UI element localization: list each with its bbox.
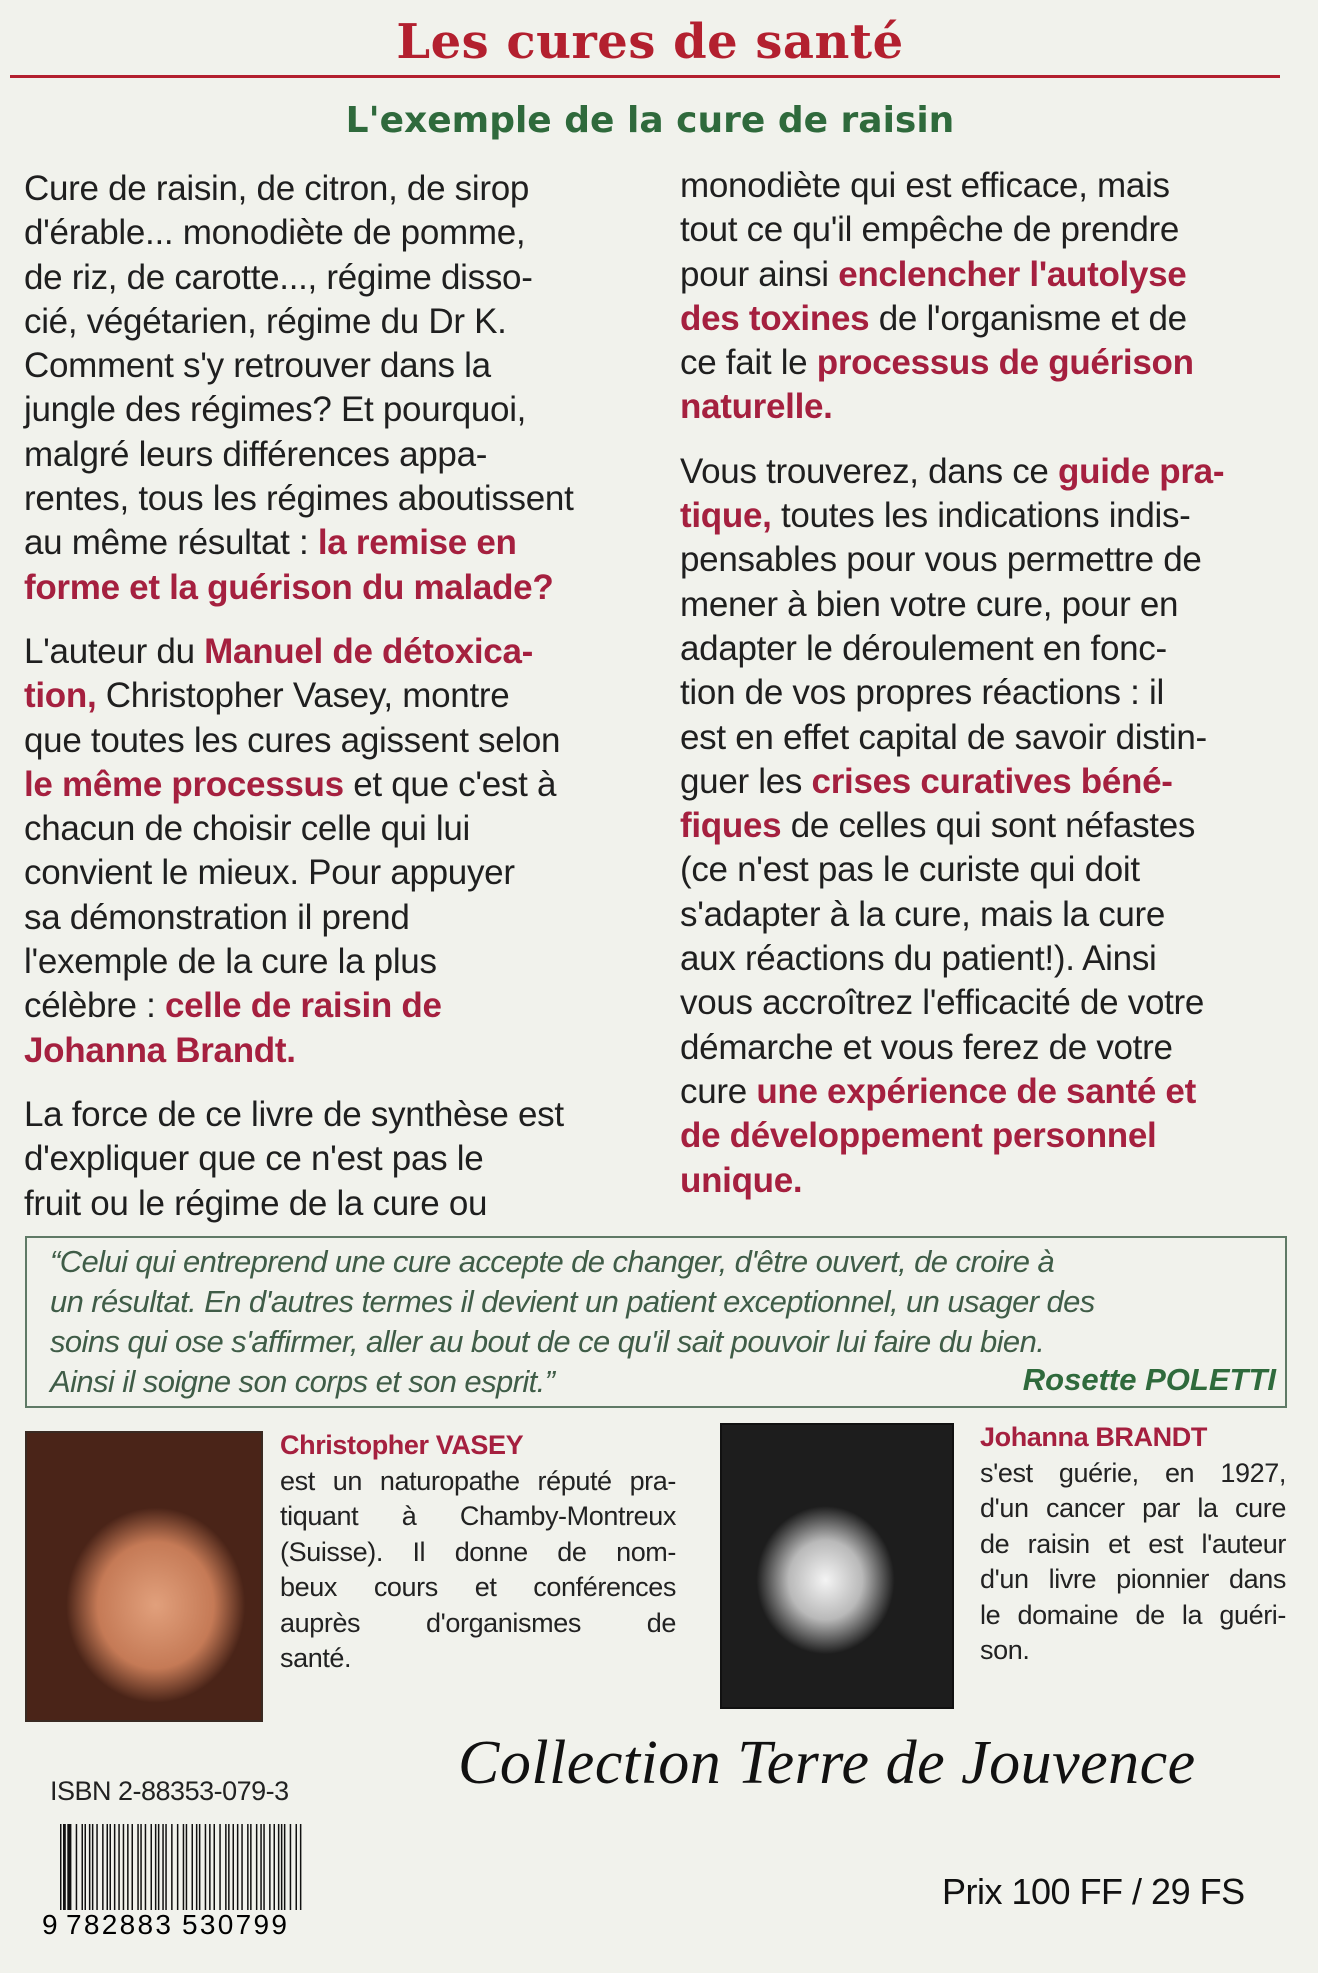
barcode-bar [196,1824,198,1910]
barcode-bar [237,1824,239,1910]
text-line [680,450,1290,494]
body-text: de l'organisme et de [869,298,1187,338]
text-line [24,1137,634,1181]
bio-line: tiquant à Chamby-Montreux [280,1501,676,1531]
body-text: et que c'est à [343,764,557,804]
text-line [680,297,1290,341]
body-text: (ce n'est pas le curiste qui doit [680,850,1140,890]
body-text: d'expliquer que ce n'est pas le [24,1139,484,1179]
barcode-bar [96,1824,98,1910]
paragraph [680,450,1290,1203]
bio-line: de raisin et est l'auteur [980,1528,1286,1559]
barcode-bar [127,1824,129,1910]
barcode-bar [263,1824,265,1910]
bio-line: d'un cancer par la cure [980,1493,1286,1523]
highlighted-text: une expérience de santé et [756,1071,1196,1111]
text-line [680,208,1290,252]
highlighted-text: guide pra- [1058,451,1225,491]
text-line [24,521,634,565]
body-text: tout ce qu'il empêche de prendre [680,210,1180,250]
barcode-bar [151,1824,153,1910]
bio-vasey [280,1428,676,1677]
body-text: Comment s'y retrouver dans la [24,346,491,386]
highlighted-text: fiques [680,806,782,846]
text-line [24,851,634,895]
bio-brandt [980,1420,1286,1669]
text-line [680,1026,1290,1070]
barcode-bar [233,1824,235,1910]
body-text: chacun de choisir celle qui lui [24,809,470,849]
text-line [680,981,1290,1025]
text-line [680,538,1290,582]
barcode-bar [92,1824,94,1910]
body-text: mener à bien votre cure, pour en [680,584,1179,624]
barcode-bar [214,1824,216,1910]
text-line [24,256,634,300]
barcode-bar [110,1824,112,1910]
barcode-bar [177,1824,179,1910]
text-line [24,1029,634,1073]
highlighted-text: unique. [680,1160,803,1200]
title-divider [10,75,1280,78]
text-line [24,807,634,851]
barcode-bar [76,1824,78,1910]
text-line [680,804,1290,848]
quote-line: un résultat. En d'autres termes il devient un patient exceptionnel, un usager des [50,1284,1095,1319]
body-text: guer les [680,761,812,801]
text-line [24,719,634,763]
barcode-bar [296,1824,298,1910]
blurb-left-column [24,167,634,1246]
text-line [680,716,1290,760]
bio-line: d'un livre pionnier dans [980,1564,1286,1594]
body-text: célèbre : [24,986,165,1026]
bio-line: (Suisse). Il donne de nom- [280,1536,676,1567]
body-text: Cure de raisin, de citron, de sirop [24,169,530,208]
body-text: L'auteur du [24,631,205,671]
text-line [680,341,1290,385]
body-text: l'exemple de la cure la plus [24,942,437,982]
text-line [24,674,634,718]
body-text: pour ainsi [680,254,839,294]
body-text: que toutes les cures agissent selon [24,720,561,760]
barcode-bar [241,1824,243,1910]
barcode-bar [158,1824,160,1910]
blurb-right-column [680,164,1290,1223]
barcode-bar [247,1824,249,1910]
barcode-bar [205,1824,207,1910]
barcode-bar [300,1824,302,1910]
body-text: démarche et vous ferez de votre [680,1027,1173,1067]
barcode-digits-right: 530799 [182,1909,287,1937]
barcode-bar [290,1824,292,1910]
barcode-digits-left: 782883 [66,1909,171,1937]
text-line [24,211,634,255]
barcode-bar [225,1824,227,1910]
highlighted-text: enclencher l'autolyse [838,254,1187,294]
highlighted-text: forme et la guérison du malade? [24,567,554,607]
barcode-bar [274,1824,276,1910]
bio-line: son. [980,1635,1030,1665]
barcode-bar [132,1824,134,1910]
bio-line: est un naturopathe réputé pra- [280,1465,676,1496]
bio-line: s'est guérie, en 1927, [980,1457,1286,1488]
barcode-bar [250,1824,252,1910]
barcode-bar [269,1824,271,1910]
text-line [24,1182,634,1226]
body-text: pensables pour vous permettre de [680,540,1202,580]
highlighted-text: crises curatives béné- [811,761,1173,801]
text-line [680,627,1290,671]
barcode-bar [63,1824,66,1910]
bio-line: santé. [280,1643,352,1673]
text-line [680,583,1290,627]
body-text: s'adapter à la cure, mais la cure [680,894,1166,934]
text-line [680,760,1290,804]
author-photo-vasey [25,1431,263,1722]
body-text: convient le mieux. Pour appuyer [24,853,515,893]
barcode-bar [281,1824,283,1910]
text-line [24,896,634,940]
bio-name: Johanna BRANDT [980,1422,1207,1452]
text-line [24,984,634,1028]
bio-name: Christopher VASEY [280,1430,524,1460]
barcode-bar [118,1824,120,1910]
text-line [680,164,1290,208]
paragraph [680,164,1290,430]
text-line [680,253,1290,297]
text-line [680,1159,1290,1203]
barcode-bar [162,1824,164,1910]
quote-line: “Celui qui entreprend une cure accepte de changer, d'être ouvert, de croire à [50,1244,1055,1279]
quote-author: Rosette POLETTI [1022,1362,1276,1397]
body-text: aux réactions du patient!). Ainsi [680,939,1157,979]
highlighted-text: Manuel de détoxica- [204,631,533,671]
barcode-bar [89,1824,91,1910]
barcode-bar [183,1824,185,1910]
barcode-bar [228,1824,230,1910]
highlighted-text: de développement personnel [680,1116,1157,1156]
bio-line: beux cours et conférences [280,1572,676,1602]
price: Prix 100 FF / 29 FS [942,1871,1245,1912]
quote-line: Ainsi il soigne son corps et son esprit.” [50,1364,555,1399]
barcode-bar [155,1824,157,1910]
paragraph [24,167,634,610]
barcode-bar [60,1824,62,1910]
barcode-bar [192,1824,194,1910]
barcode-bar [145,1824,147,1910]
testimonial-quote [50,1242,1095,1402]
body-text: Christopher Vasey, montre [96,676,510,716]
barcode-bar [123,1824,125,1910]
text-line [680,1114,1290,1158]
barcode-bar [165,1824,167,1910]
text-line [680,1070,1290,1114]
text-line [680,893,1290,937]
cover-subtitle: L'exemple de la cure de raisin [345,100,955,141]
highlighted-text: Johanna Brandt. [24,1030,296,1070]
barcode-bar [186,1824,188,1910]
barcode-bar [278,1824,280,1910]
cover-title: Les cures de santé [396,14,904,70]
barcode-bar [199,1824,201,1910]
barcode-bar [85,1824,87,1910]
collection-name: Collection Terre de Jouvence [458,1729,1196,1797]
text-line [24,763,634,807]
highlighted-text: le même processus [24,764,344,804]
body-text: La force de ce livre de synthèse est [24,1094,564,1134]
highlighted-text: la remise en [317,523,517,563]
barcode-digit-lead: 9 [42,1909,58,1937]
body-text: Vous trouverez, dans ce [680,451,1059,491]
barcode-bar [256,1824,258,1910]
highlighted-text: tion, [24,676,97,716]
highlighted-text: des toxines [680,298,870,338]
text-line [680,494,1290,538]
barcode-bar [284,1824,286,1910]
highlighted-text: naturelle. [680,387,833,427]
barcode-bar [260,1824,262,1910]
text-line [24,940,634,984]
body-text: cure [680,1071,757,1111]
text-line [24,388,634,432]
text-line [24,433,634,477]
barcode-bar [140,1824,142,1910]
body-text: jungle des régimes? Et pourquoi, [24,390,527,430]
bio-line: le domaine de la guéri- [980,1599,1286,1630]
body-text: tion de vos propres réactions : il [680,673,1164,713]
paragraph [24,630,634,1073]
body-text: ce fait le [680,343,817,383]
highlighted-text: processus de guérison [816,343,1194,383]
body-text: fruit ou le régime de la cure ou [24,1183,488,1223]
body-text: vous accroîtrez l'efficacité de votre [680,983,1205,1023]
barcode-bar [82,1824,84,1910]
text-line [680,385,1290,429]
barcode-bar [171,1824,173,1910]
barcode-bar [67,1824,71,1910]
text-line [24,630,634,674]
barcode-bar [102,1824,104,1910]
body-text: d'érable... monodiète de pomme, [24,213,526,253]
paragraph [24,1093,634,1226]
text-line [24,477,634,521]
body-text: monodiète qui est efficace, mais [680,166,1170,205]
barcode-bars [60,1824,301,1910]
body-text: malgré leurs différences appa- [24,434,488,474]
barcode-bar [137,1824,139,1910]
body-text: est en effet capital de savoir distin- [680,717,1207,757]
body-text: de riz, de carotte..., régime disso- [24,257,533,297]
body-text: toutes les indications indis- [771,496,1191,536]
highlighted-text: tique, [680,496,772,536]
body-text: rentes, tous les régimes aboutissent [24,479,574,519]
text-line [24,167,634,211]
body-text: cié, végétarien, régime du Dr K. [24,301,507,341]
body-text: sa démonstration il prend [24,897,410,937]
barcode-bar [107,1824,109,1910]
barcode-bar [219,1824,221,1910]
text-line [24,300,634,344]
text-line [680,937,1290,981]
body-text: adapter le déroulement en fonc- [680,628,1167,668]
body-text: de celles qui sont néfastes [781,806,1196,846]
text-line [24,566,634,610]
isbn: ISBN 2-88353-079-3 [50,1776,289,1806]
barcode-bar [209,1824,211,1910]
text-line [680,671,1290,715]
bio-line: auprès d'organismes de [280,1607,676,1638]
quote-line: soins qui ose s'affirmer, aller au bout de ce qu'il sait pouvoir lui faire du bien. [50,1324,1045,1359]
text-line [680,848,1290,892]
barcode-bar [114,1824,116,1910]
barcode [42,1822,322,1937]
text-line [24,344,634,388]
highlighted-text: celle de raisin de [164,986,442,1026]
author-photo-brandt [720,1423,954,1709]
text-line [24,1093,634,1137]
body-text: au même résultat : [24,523,318,563]
